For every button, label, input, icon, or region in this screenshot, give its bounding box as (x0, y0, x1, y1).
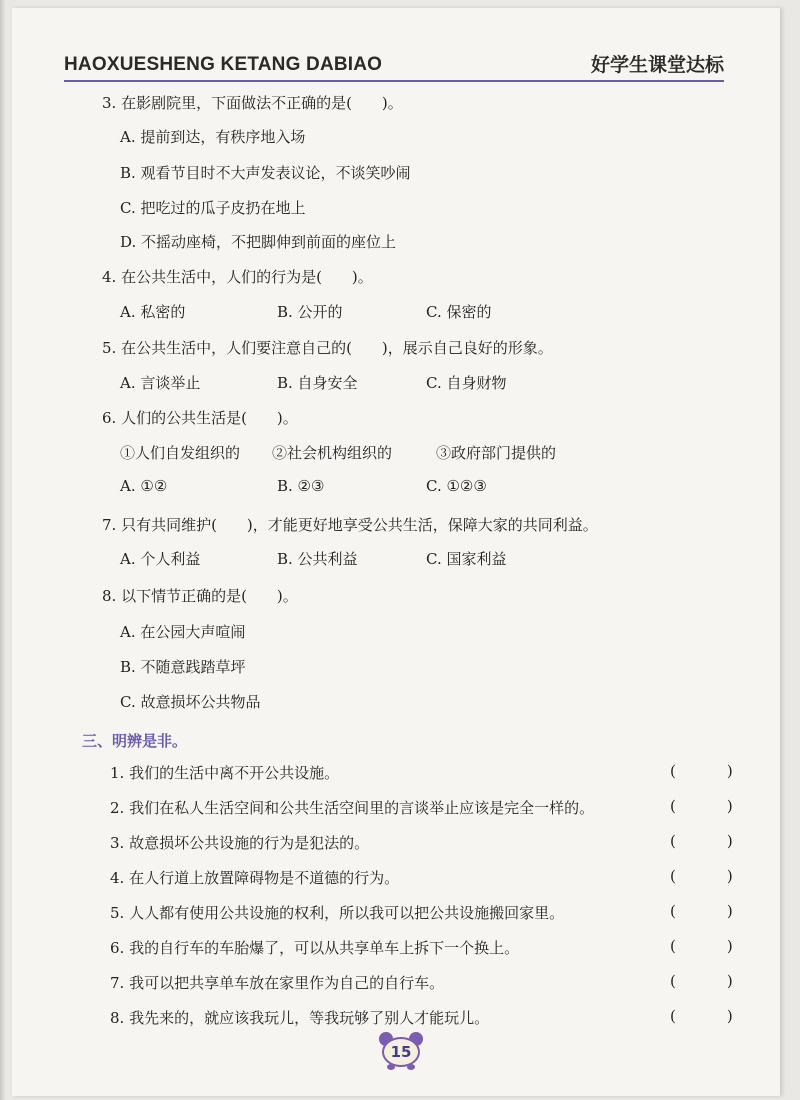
question-5-option-a: A. 言谈举止 (120, 374, 201, 392)
section-3-title: 三、明辨是非。 (82, 732, 188, 750)
true-false-item-2: 2. 我们在私人生活空间和公共生活空间里的言谈举止应该是完全一样的。 (110, 799, 595, 817)
true-false-answer-blank-7[interactable]: ( ) (670, 972, 751, 990)
question-6-statements (120, 442, 680, 464)
badge-foot-right (407, 1064, 415, 1070)
page-number-badge (375, 1030, 427, 1070)
question-3-option-d: D. 不摇动座椅，不把脚伸到前面的座位上 (120, 233, 397, 251)
header-pinyin-title: HAOXUESHENG KETANG DABIAO (64, 54, 383, 75)
page-header (64, 50, 724, 80)
question-8-option-b: B. 不随意践踏草坪 (120, 658, 246, 676)
question-6-option-c: C. ①②③ (426, 477, 487, 495)
true-false-item-8: 8. 我先来的，就应该我玩儿，等我玩够了别人才能玩儿。 (110, 1009, 490, 1027)
question-7-options (120, 548, 680, 570)
true-false-answer-blank-3[interactable]: ( ) (670, 832, 751, 850)
true-false-answer-blank-8[interactable]: ( ) (670, 1007, 751, 1025)
true-false-item-3: 3. 故意损坏公共设施的行为是犯法的。 (110, 834, 370, 852)
question-5-option-b: B. 自身安全 (277, 374, 358, 392)
true-false-item-5: 5. 人人都有使用公共设施的权利，所以我可以把公共设施搬回家里。 (110, 904, 565, 922)
question-3-option-c: C. 把吃过的瓜子皮扔在地上 (120, 199, 306, 217)
true-false-answer-blank-6[interactable]: ( ) (670, 937, 751, 955)
question-5-option-c: C. 自身财物 (426, 374, 507, 392)
question-6-option-b: B. ②③ (277, 477, 325, 495)
question-5-stem: 5. 在公共生活中，人们要注意自己的( )，展示自己良好的形象。 (102, 339, 553, 357)
page-binding-shadow (0, 0, 6, 1100)
true-false-item-7: 7. 我可以把共享单车放在家里作为自己的自行车。 (110, 974, 445, 992)
true-false-answer-blank-2[interactable]: ( ) (670, 797, 751, 815)
question-6-option-a: A. ①② (120, 477, 168, 495)
question-7-option-c: C. 国家利益 (426, 550, 507, 568)
question-8-stem: 8. 以下情节正确的是( )。 (102, 587, 298, 605)
question-4-option-c: C. 保密的 (426, 303, 492, 321)
true-false-item-4: 4. 在人行道上放置障碍物是不道德的行为。 (110, 869, 400, 887)
question-6-statement-1: ①人们自发组织的 (120, 444, 241, 462)
header-chinese-title: 好学生课堂达标 (590, 54, 724, 76)
question-7-stem: 7. 只有共同维护( )，才能更好地享受公共生活，保障大家的共同利益。 (102, 516, 598, 534)
question-8-option-a: A. 在公园大声喧闹 (120, 623, 246, 641)
true-false-answer-blank-1[interactable]: ( ) (670, 762, 751, 780)
question-5-options (120, 372, 680, 394)
true-false-item-6: 6. 我的自行车的车胎爆了，可以从共享单车上拆下一个换上。 (110, 939, 520, 957)
badge-foot-left (387, 1064, 395, 1070)
question-7-option-b: B. 公共利益 (277, 550, 358, 568)
true-false-answer-blank-5[interactable]: ( ) (670, 902, 751, 920)
true-false-item-1: 1. 我们的生活中离不开公共设施。 (110, 764, 340, 782)
question-4-stem: 4. 在公共生活中，人们的行为是( )。 (102, 268, 373, 286)
question-3-option-a: A. 提前到达，有秩序地入场 (120, 128, 306, 146)
question-4-options (120, 301, 680, 323)
question-6-stem: 6. 人们的公共生活是( )。 (102, 409, 298, 427)
question-8-option-c: C. 故意损坏公共物品 (120, 693, 261, 711)
page-number: 15 (382, 1037, 420, 1067)
header-divider (64, 80, 724, 82)
question-4-option-b: B. 公开的 (277, 303, 343, 321)
question-6-options (120, 477, 680, 499)
true-false-answer-blank-4[interactable]: ( ) (670, 867, 751, 885)
question-6-statement-3: ③政府部门提供的 (436, 444, 557, 462)
question-3-option-b: B. 观看节目时不大声发表议论，不谈笑吵闹 (120, 164, 411, 182)
question-7-option-a: A. 个人利益 (120, 550, 201, 568)
question-6-statement-2: ②社会机构组织的 (272, 444, 393, 462)
question-4-option-a: A. 私密的 (120, 303, 186, 321)
question-3-stem: 3. 在影剧院里，下面做法不正确的是( )。 (102, 94, 403, 112)
